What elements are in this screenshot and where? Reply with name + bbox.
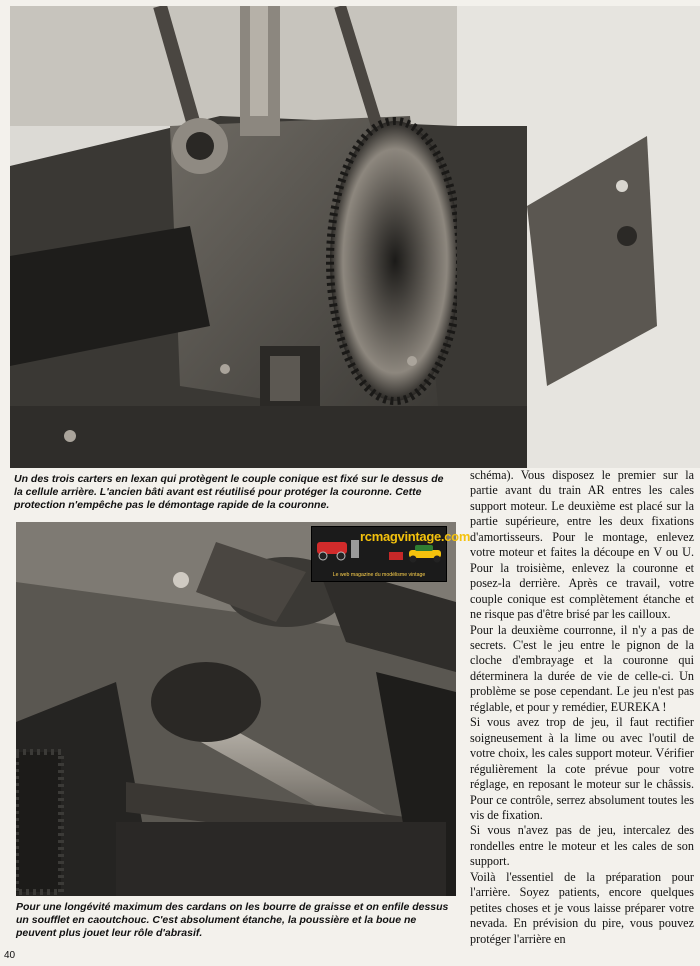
rcmagvintage-logo xyxy=(311,526,471,582)
logo-tagline: Le web magazine du modélisme vintage xyxy=(332,572,426,578)
caption-top: Un des trois carters en lexan qui protègent le couple conique est fixé sur le dessus de la cellule arrière. L'ancien bâti avant est réutilisé pour protéger la couronne. Cette protection n'empêche pas le démontage rapide de la couronne. xyxy=(14,473,444,511)
article-paragraph: Si vous n'avez pas de jeu, intercalez des rondelles entre le moteur et les cales de son support. xyxy=(470,823,694,869)
photo-rear-gear-carter-right xyxy=(457,6,700,468)
article-column xyxy=(470,468,694,947)
page-number: 40 xyxy=(4,950,16,961)
logo-title: rcmagvintage.com xyxy=(360,529,471,544)
article-paragraph: Si vous avez trop de jeu, il faut rectifier soigneusement à la lime ou avec l'outil de votre choix, les cales support moteur. Vérifier régulièrement la cote prévue pour votre réglage, en reposant le moteur sur le châssis. Pour ce contrôle, serrez absolument toutes les vis de fixation. xyxy=(470,715,694,822)
article-paragraph: Voilà l'essentiel de la préparation pour l'arrière. Soyez patients, encore quelques petites choses et je vous laisse préparer votre nevada. En prévision du pire, vous pouvez protéger l'arrière en xyxy=(470,869,694,946)
caption-bottom: Pour une longévité maximum des cardans on les bourre de graisse et on enfile dessus un soufflet en caoutchouc. C'est absolument étanche, la poussière et la boue ne peuvent plus jouet leur rôle d'abrasif. xyxy=(16,901,449,939)
article-paragraph: schéma). Vous disposez le premier sur la partie avant du train AR entres les cales support moteur. Le deuxième est placé sur la partie supérieure, entre les deux fixations d'amortisseurs. Pour le montage, enlevez votre moteur et faites la découpe en V ou U. Pour la troisième, enlevez la couronne et posez-la derrière. Après ce travail, votre couple conique est complètement étanche et ne risque pas d'être brisé par les cailloux. xyxy=(470,468,694,622)
article-paragraph: Pour la deuxième courronne, il n'y a pas de secrets. C'est le jeu entre le pignon de la cloche d'embrayage et la couronne qui déterminera la durée de vie de celle-ci. Un problème se pose cependant. Le jeu n'est pas réglable, et pour y remédier, EUREKA ! xyxy=(470,622,694,714)
photo-rear-gear-carter xyxy=(10,6,457,468)
